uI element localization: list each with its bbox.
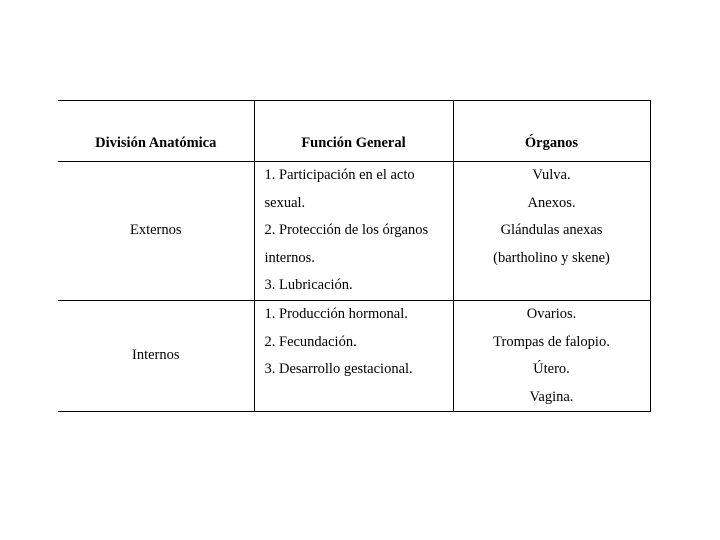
organos-cell (453, 162, 650, 301)
funcion-cell (254, 162, 453, 301)
table-header-row (58, 101, 650, 162)
organo-line: Útero. (533, 361, 570, 377)
organo-line: Vagina. (529, 388, 574, 405)
division-cell: Externos (58, 162, 254, 301)
header-division: División Anatómica (58, 101, 254, 162)
organo-line: Glándulas anexas (500, 222, 603, 238)
organo-line: Vulva. (532, 167, 571, 183)
anatomical-division-table (58, 100, 651, 412)
table-row-internos (58, 301, 650, 412)
funcion-line: 1. Participación en el acto (264, 167, 415, 183)
funcion-cell (254, 301, 453, 412)
funcion-line: 1. Producción hormonal. (264, 306, 408, 322)
funcion-line: internos. (264, 249, 315, 266)
funcion-line: 3. Desarrollo gestacional. (264, 361, 413, 377)
header-organos: Órganos (453, 101, 650, 162)
organo-line: Ovarios. (526, 306, 577, 322)
organo-line: Trompas de falopio. (493, 333, 610, 350)
funcion-line: 3. Lubricación. (264, 277, 353, 293)
organ-table-container (58, 100, 650, 412)
organo-line: Anexos. (527, 194, 576, 211)
header-funcion: Función General (254, 101, 453, 162)
funcion-line: sexual. (264, 194, 306, 211)
division-cell: Internos (58, 301, 254, 412)
organos-cell (453, 301, 650, 412)
organo-line: (bartholino y skene) (493, 249, 610, 266)
funcion-line: 2. Protección de los órganos (264, 222, 429, 238)
funcion-line: 2. Fecundación. (264, 333, 357, 350)
table-row-externos (58, 162, 650, 301)
